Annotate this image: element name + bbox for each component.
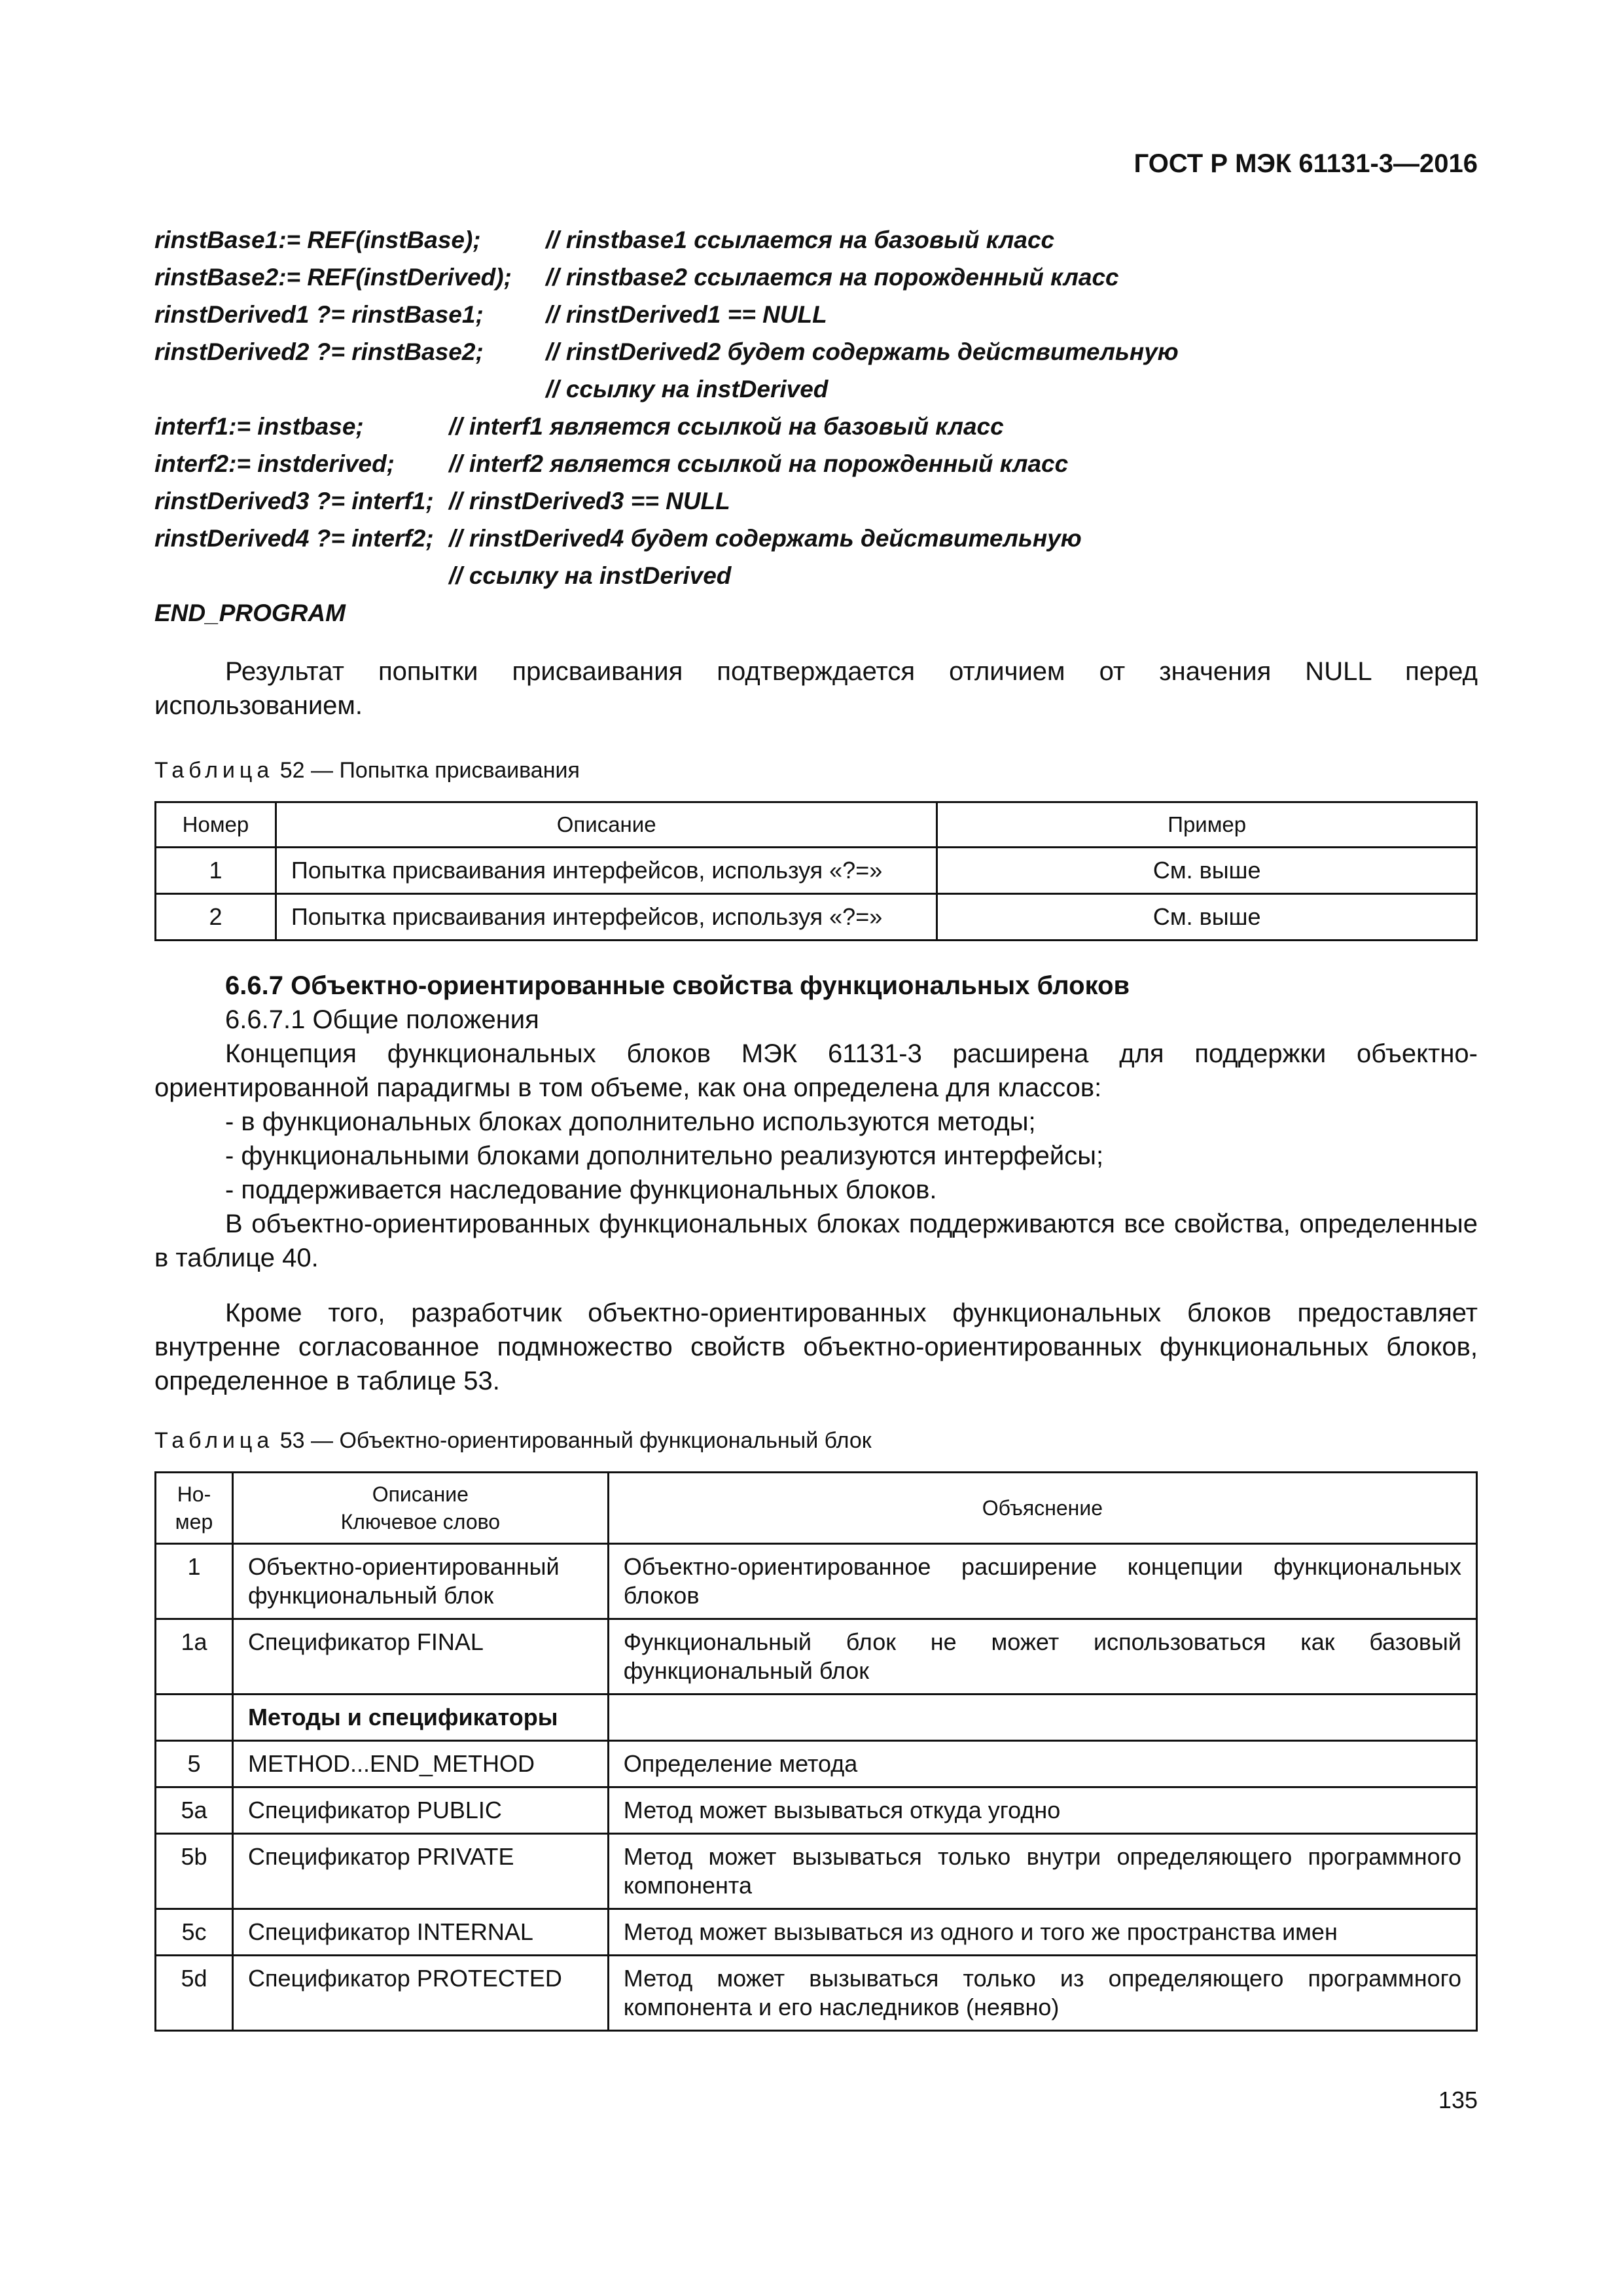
table53-caption-title: 53 — Объектно-ориентированный функциональный блок [279, 1428, 872, 1453]
code-line [154, 445, 1483, 482]
code-line [154, 221, 1483, 259]
cell-number [156, 1695, 233, 1741]
list-item: - поддерживается наследование функциональных блоков. [225, 1175, 937, 1204]
table-row [156, 1787, 1477, 1834]
intro-paragraph: Концепция функциональных блоков МЭК 61131-3 расширена для поддержки объектно-ориентированной парадигмы в том объеме, как она определена для классов: [154, 1039, 1478, 1102]
code-statement: rinstDerived4 ?= interf2; [154, 525, 434, 552]
cell-explanation: Функциональный блок не может использоваться как базовый функциональный блок [608, 1619, 1476, 1695]
cell-explanation: Метод может вызываться только внутри определяющего программного компонента [608, 1834, 1476, 1909]
table52-caption [154, 758, 580, 783]
table-row [156, 1956, 1477, 2031]
cell-description: Попытка присваивания интерфейсов, используя «?=» [276, 848, 936, 894]
table-row [156, 1544, 1477, 1619]
cell-description: Объектно-ориентированный функциональный блок [232, 1544, 608, 1619]
code-comment: // interf2 является ссылкой на порожденный класс [449, 450, 1069, 477]
code-statement: rinstDerived2 ?= rinstBase2; [154, 338, 484, 365]
code-comment: // rinstbase1 ссылается на базовый класс [546, 226, 1055, 253]
code-comment: // interf1 является ссылкой на базовый класс [449, 413, 1004, 440]
cell-description: Спецификатор PROTECTED [232, 1956, 608, 2031]
code-line [154, 296, 1483, 333]
cell-description: Спецификатор INTERNAL [232, 1909, 608, 1956]
code-comment: // ссылку на instDerived [449, 562, 732, 589]
column-header-description: Описание [276, 802, 936, 848]
code-line [154, 557, 1483, 594]
column-header-explanation: Объяснение [608, 1473, 1476, 1544]
cell-explanation: Определение метода [608, 1741, 1476, 1787]
cell-description: Попытка присваивания интерфейсов, используя «?=» [276, 894, 936, 941]
cell-explanation: Объектно-ориентированное расширение концепции функциональных блоков [608, 1544, 1476, 1619]
column-header-example: Пример [937, 802, 1477, 848]
code-line [154, 482, 1483, 520]
code-statement: interf1:= instbase; [154, 413, 364, 440]
cell-explanation: Метод может вызываться только из определяющего программного компонента и его наследников (неявно) [608, 1956, 1476, 2031]
code-comment: // rinstbase2 ссылается на порожденный класс [546, 264, 1119, 291]
table52-caption-title: 52 — Попытка присваивания [279, 758, 580, 783]
cell-number: 5a [156, 1787, 233, 1834]
table-53 [154, 1471, 1478, 2032]
table52-caption-word: Таблица [154, 758, 274, 783]
cell-explanation: Метод может вызываться откуда угодно [608, 1787, 1476, 1834]
cell-explanation: Метод может вызываться из одного и того же пространства имен [608, 1909, 1476, 1956]
list-item: - в функциональных блоках дополнительно используются методы; [225, 1107, 1036, 1136]
column-header-number: Номер [156, 802, 276, 848]
cell-number: 5d [156, 1956, 233, 2031]
code-statement: rinstDerived1 ?= rinstBase1; [154, 301, 484, 328]
column-header-number: Но- мер [156, 1473, 233, 1544]
code-statement: rinstBase2:= REF(instDerived); [154, 264, 512, 291]
table-group-row [156, 1695, 1477, 1741]
cell-description: Спецификатор PUBLIC [232, 1787, 608, 1834]
cell-example: См. выше [937, 848, 1477, 894]
cell-description: Спецификатор PRIVATE [232, 1834, 608, 1909]
code-listing [154, 221, 1483, 632]
code-statement: rinstDerived3 ?= interf1; [154, 488, 434, 514]
code-end-keyword: END_PROGRAM [154, 600, 346, 626]
column-header-description: Описание Ключевое слово [232, 1473, 608, 1544]
cell-description: Спецификатор FINAL [232, 1619, 608, 1695]
cell-explanation [608, 1695, 1476, 1741]
cell-number: 2 [156, 894, 276, 941]
code-comment: // ссылку на instDerived [546, 376, 829, 403]
table-header-row [156, 1473, 1477, 1544]
cell-number: 1 [156, 848, 276, 894]
table-header-row [156, 802, 1477, 848]
table-row [156, 1741, 1477, 1787]
cell-group-title: Методы и спецификаторы [232, 1695, 608, 1741]
table-row [156, 848, 1477, 894]
code-statement: rinstBase1:= REF(instBase); [154, 226, 481, 253]
cell-example: См. выше [937, 894, 1477, 941]
cell-number: 5c [156, 1909, 233, 1956]
cell-description: METHOD...END_METHOD [232, 1741, 608, 1787]
code-line [154, 520, 1483, 557]
page-number: 135 [1438, 2087, 1478, 2113]
result-paragraph: Результат попытки присваивания подтверждается отличием от значения NULL перед использованием. [154, 657, 1478, 720]
code-comment: // rinstDerived1 == NULL [546, 301, 827, 328]
section-heading: 6.6.7 Объектно-ориентированные свойства функциональных блоков [225, 971, 1130, 1000]
code-line [154, 370, 1483, 408]
table53-caption-word: Таблица [154, 1428, 274, 1453]
table-row [156, 1834, 1477, 1909]
code-line [154, 594, 1483, 632]
code-comment: // rinstDerived2 будет содержать действительную [546, 338, 1179, 365]
table-row [156, 894, 1477, 941]
table-52 [154, 801, 1478, 941]
support-paragraph: В объектно-ориентированных функциональных блоках поддерживаются все свойства, определенные в таблице 40. [154, 1210, 1478, 1272]
cell-number: 5b [156, 1834, 233, 1909]
subsection-heading: 6.6.7.1 Общие положения [225, 1005, 539, 1034]
list-item: - функциональными блоками дополнительно реализуются интерфейсы; [225, 1141, 1104, 1170]
code-comment: // rinstDerived4 будет содержать действительную [449, 525, 1082, 552]
code-line [154, 333, 1483, 370]
table53-caption [154, 1428, 872, 1454]
cell-number: 1a [156, 1619, 233, 1695]
code-comment: // rinstDerived3 == NULL [449, 488, 730, 514]
code-statement: interf2:= instderived; [154, 450, 395, 477]
developer-paragraph: Кроме того, разработчик объектно-ориентированных функциональных блоков предоставляет внутренне согласованное подмножество свойств объектно-ориентированных функциональных блоков, определенное в таблице 53. [154, 1299, 1478, 1395]
standard-header: ГОСТ Р МЭК 61131-3—2016 [1133, 149, 1478, 178]
table-row [156, 1619, 1477, 1695]
table-row [156, 1909, 1477, 1956]
feature-list [225, 1105, 1103, 1207]
code-line [154, 259, 1483, 296]
cell-number: 5 [156, 1741, 233, 1787]
code-line [154, 408, 1483, 445]
cell-number: 1 [156, 1544, 233, 1619]
